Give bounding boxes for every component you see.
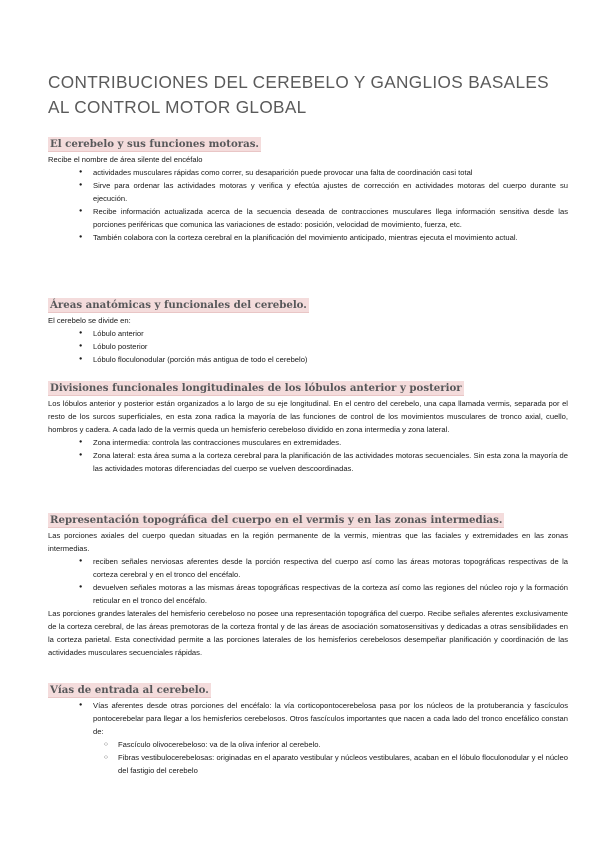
sub-list-item: ○ Fascículo olivocerebeloso: va de la oliva inferior al cerebelo. — [118, 738, 568, 751]
list-item: ● Lóbulo posterior — [93, 340, 568, 353]
bullet-list — [48, 166, 568, 244]
list-item — [93, 699, 568, 777]
section-vias-entrada — [48, 680, 568, 777]
section-heading: Vías de entrada al cerebelo. — [50, 684, 209, 696]
section-heading: Áreas anatómicas y funcionales del cerebelo. — [50, 299, 307, 311]
list-item: ● reciben señales nerviosas aferentes desde la porción respectiva del cuerpo así como las áreas motoras topográficas respectivas de la corteza cerebral y en el tronco del encéfalo. — [93, 555, 568, 581]
list-item: ● actividades musculares rápidas como correr, su desaparición puede provocar una falta de coordinación casi total — [93, 166, 568, 179]
section-areas-anatomicas — [48, 295, 568, 366]
page-title: CONTRIBUCIONES DEL CEREBELO Y GANGLIOS BASALES AL CONTROL MOTOR GLOBAL — [48, 72, 549, 117]
sub-list-item: ○ Fibras vestibulocerebelosas: originadas en el aparato vestibular y núcleos vestibulares, acaban en el lóbulo floculonodular y el núcleo del fastigio del cerebelo — [118, 751, 568, 777]
bullet-list — [48, 327, 568, 366]
section-heading: El cerebelo y sus funciones motoras. — [50, 138, 259, 150]
list-item: ● devuelven señales motoras a las mismas áreas topográficas respectivas de la corteza así como las regiones del núcleo rojo y la formación reticular en el tronco del encéfalo. — [93, 581, 568, 607]
section-representacion-topografica — [48, 510, 568, 659]
section-intro: Las porciones axiales del cuerpo quedan situadas en la región permanente de la vermis, mientras que las faciales y extremidades en las zonas intermedias. — [48, 531, 568, 553]
list-item: ● También colabora con la corteza cerebral en la planificación del movimiento anticipado, mientras ejecuta el movimiento actual. — [93, 231, 568, 244]
list-item: ● Sirve para ordenar las actividades motoras y verifica y efectúa ajustes de corrección en actividades motoras del cuerpo durante su ejecución. — [93, 179, 568, 205]
section-intro: Los lóbulos anterior y posterior están organizados a lo largo de su eje longitudinal. En el centro del cerebelo, una capa llamada vermis, separada por el resto de los surcos superficiales, en esta zona radica la mayoría de las funciones de control de los movimientos musculares de tronco axial, cuello, hombros y cadera. A cada lado de la vermis queda un hemisferio cerebeloso dividido en zona intermedia y zona lateral. — [48, 399, 568, 434]
list-item-text: Vías aferentes desde otras porciones del encéfalo: la vía corticopontocerebelosa pasa por los núcleos de la protuberancia y fascículos pontocerebelar para llegar a los hemisferios cerebelosos. Otros fascículos importantes que nacen a cada lado del tronco encefálico constan de: — [93, 701, 568, 736]
list-item: ● Lóbulo floculonodular (porción más antigua de todo el cerebelo) — [93, 353, 568, 366]
list-item: ● Zona lateral: esta área suma a la corteza cerebral para la planificación de las actividades motoras secuenciales. Sin esta zona la mayoría de las actividades motoras diferenciadas del cuerpo se vuelven descoordinadas. — [93, 449, 568, 475]
section-heading: Representación topográfica del cuerpo en el vermis y en las zonas intermedias. — [50, 514, 503, 526]
list-item: ● Lóbulo anterior — [93, 327, 568, 340]
section-outro: Las porciones grandes laterales del hemisferio cerebeloso no posee una representación topográfica del cuerpo. Recibe señales aferentes exclusivamente de la corteza cerebral, de las áreas premotoras de la corteza frontal y de las áreas de asociación somatosensitivas y dedicadas a otras sensibilidades en la corteza parietal. Esta conectividad permite a las porciones laterales de los hemisferios cerebelosos desempeñar planificación y coordinación de las actividades musculares secuenciales rápidas. — [48, 609, 568, 657]
bullet-list — [48, 699, 568, 777]
section-intro: Recibe el nombre de área silente del encéfalo — [48, 155, 203, 164]
section-heading: Divisiones funcionales longitudinales de los lóbulos anterior y posterior — [50, 382, 462, 394]
bullet-list — [48, 555, 568, 607]
sub-bullet-list — [93, 738, 568, 777]
bullet-list — [48, 436, 568, 475]
section-intro: El cerebelo se divide en: — [48, 316, 131, 325]
section-cerebelo-funciones — [48, 134, 568, 244]
section-divisiones-funcionales — [48, 378, 568, 475]
list-item: ● Zona intermedia: controla las contracciones musculares en extremidades. — [93, 436, 568, 449]
list-item: ● Recibe información actualizada acerca de la secuencia deseada de contracciones musculares llega información sensitiva desde las porciones periféricas que comunica las variaciones de estado: posición, velocidad de movimiento, fuerza, etc. — [93, 205, 568, 231]
